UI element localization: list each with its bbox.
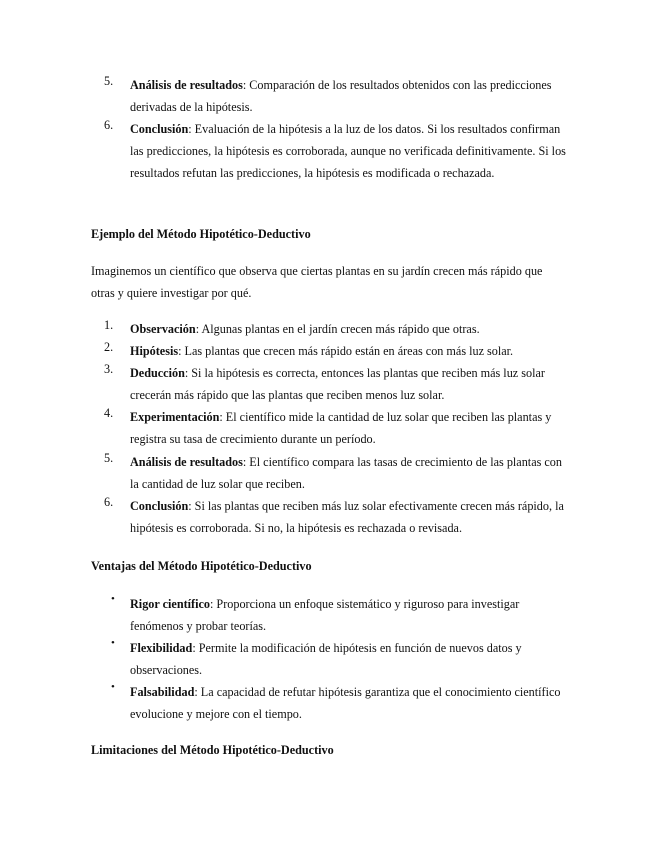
list-description: : Comparación de los resultados obtenidos con las predicciones derivadas de la hipótesis.: [130, 78, 552, 115]
list-term: Experimentación: [130, 410, 220, 424]
list-number: 1.: [104, 318, 114, 332]
bullet-icon: •: [111, 593, 115, 605]
list-description: : La capacidad de refutar hipótesis garantiza que el conocimiento científico evolucione y mejore con el tiempo.: [130, 685, 561, 722]
list-description: : Proporciona un enfoque sistemático y riguroso para investigar fenómenos y probar teorías.: [130, 597, 520, 634]
list-term: Flexibilidad: [130, 641, 193, 655]
list-number: 3.: [104, 362, 114, 376]
list-description: : Si la hipótesis es correcta, entonces las plantas que reciben más luz solar crecerán más rápido que las plantas que reciben menos luz solar.: [130, 366, 545, 403]
list-text: [130, 637, 572, 681]
list-text: [130, 340, 572, 362]
list-description: : El científico mide la cantidad de luz solar que reciben las plantas y registra su tasa de crecimiento durante un período.: [130, 410, 552, 447]
list-term: Hipótesis: [130, 344, 179, 358]
heading-limitations: Limitaciones del Método Hipotético-Deductivo: [91, 743, 334, 757]
list-text: [130, 318, 572, 340]
list-number: 5.: [104, 74, 114, 88]
list-term: Rigor científico: [130, 597, 210, 611]
list-number: 4.: [104, 406, 114, 420]
list-text: [130, 74, 572, 118]
list-number: 5.: [104, 451, 114, 465]
list-number: 2.: [104, 340, 114, 354]
list-text: [130, 681, 572, 725]
list-description: : El científico compara las tasas de crecimiento de las plantas con la cantidad de luz solar que reciben.: [130, 455, 562, 492]
list-text: [130, 362, 572, 406]
list-description: : Algunas plantas en el jardín crecen más rápido que otras.: [195, 322, 480, 336]
list-term: Análisis de resultados: [130, 78, 243, 92]
list-number: 6.: [104, 118, 114, 132]
list-term: Deducción: [130, 366, 185, 380]
list-term: Conclusión: [130, 122, 189, 136]
bullet-icon: •: [111, 637, 115, 649]
intro-paragraph: Imaginemos un científico que observa que ciertas plantas en su jardín crecen más rápido que otras y quiere investigar por qué.: [91, 264, 543, 301]
list-number: 6.: [104, 495, 114, 509]
list-text: [130, 593, 572, 637]
list-term: Falsabilidad: [130, 685, 195, 699]
list-term: Observación: [130, 322, 196, 336]
bullet-icon: •: [111, 681, 115, 693]
list-description: : Evaluación de la hipótesis a la luz de los datos. Si los resultados confirman las predicciones, la hipótesis es corroborada, aunque no verificada definitivamente. Si los resultados refutan las predicciones, la hipótesis es modificada o rechazada.: [130, 122, 566, 181]
heading-example: Ejemplo del Método Hipotético-Deductivo: [91, 227, 311, 241]
list-description: : Las plantas que crecen más rápido están en áreas con más luz solar.: [178, 344, 514, 358]
heading-advantages: Ventajas del Método Hipotético-Deductivo: [91, 559, 312, 573]
list-term: Análisis de resultados: [130, 455, 243, 469]
list-description: : Si las plantas que reciben más luz solar efectivamente crecen más rápido, la hipótesis es corroborada. Si no, la hipótesis es rechazada o revisada.: [130, 499, 564, 536]
list-text: [130, 118, 572, 185]
list-text: [130, 495, 572, 539]
list-description: : Permite la modificación de hipótesis en función de nuevos datos y observaciones.: [130, 641, 522, 678]
list-text: [130, 406, 572, 450]
list-text: [130, 451, 572, 495]
list-term: Conclusión: [130, 499, 189, 513]
